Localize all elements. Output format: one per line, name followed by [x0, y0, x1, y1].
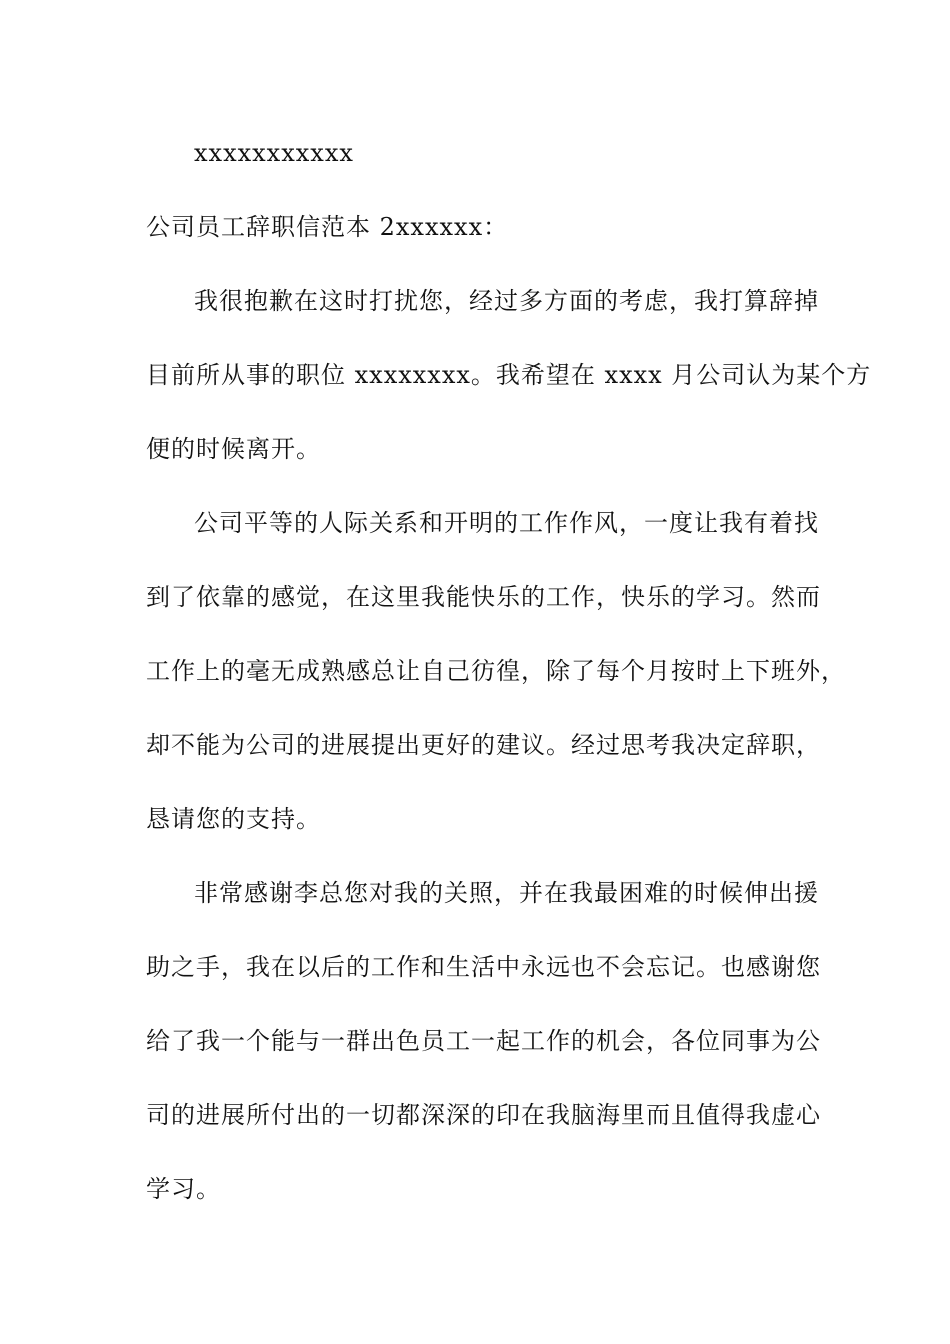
- letter-title: 公司员工辞职信范本 2xxxxxx：: [146, 213, 509, 241]
- paragraph-3-line-5: 学习。: [146, 1175, 221, 1203]
- paragraph-1-line-3: 便的时候离开。: [146, 435, 321, 463]
- paragraph-3-line-1: 非常感谢李总您对我的关照，并在我最困难的时候伸出援: [194, 879, 819, 907]
- paragraph-3-line-3: 给了我一个能与一群出色员工一起工作的机会，各位同事为公: [146, 1027, 821, 1055]
- paragraph-1-line-1: 我很抱歉在这时打扰您，经过多方面的考虑，我打算辞掉: [194, 287, 819, 315]
- paragraph-2-line-4: 却不能为公司的进展提出更好的建议。经过思考我决定辞职，: [146, 731, 821, 759]
- paragraph-1-line-2: 目前所从事的职位 xxxxxxxx。我希望在 xxxx 月公司认为某个方: [146, 361, 872, 389]
- paragraph-3-line-2: 助之手，我在以后的工作和生活中永远也不会忘记。也感谢您: [146, 953, 821, 981]
- header-placeholder: xxxxxxxxxxx: [194, 139, 354, 167]
- paragraph-3-line-4: 司的进展所付出的一切都深深的印在我脑海里而且值得我虚心: [146, 1101, 821, 1129]
- paragraph-2-line-1: 公司平等的人际关系和开明的工作作风，一度让我有着找: [194, 509, 819, 537]
- paragraph-2-line-2: 到了依靠的感觉，在这里我能快乐的工作，快乐的学习。然而: [146, 583, 821, 611]
- paragraph-2-line-3: 工作上的毫无成熟感总让自己彷徨，除了每个月按时上下班外，: [146, 657, 846, 685]
- paragraph-2-line-5: 恳请您的支持。: [146, 805, 321, 833]
